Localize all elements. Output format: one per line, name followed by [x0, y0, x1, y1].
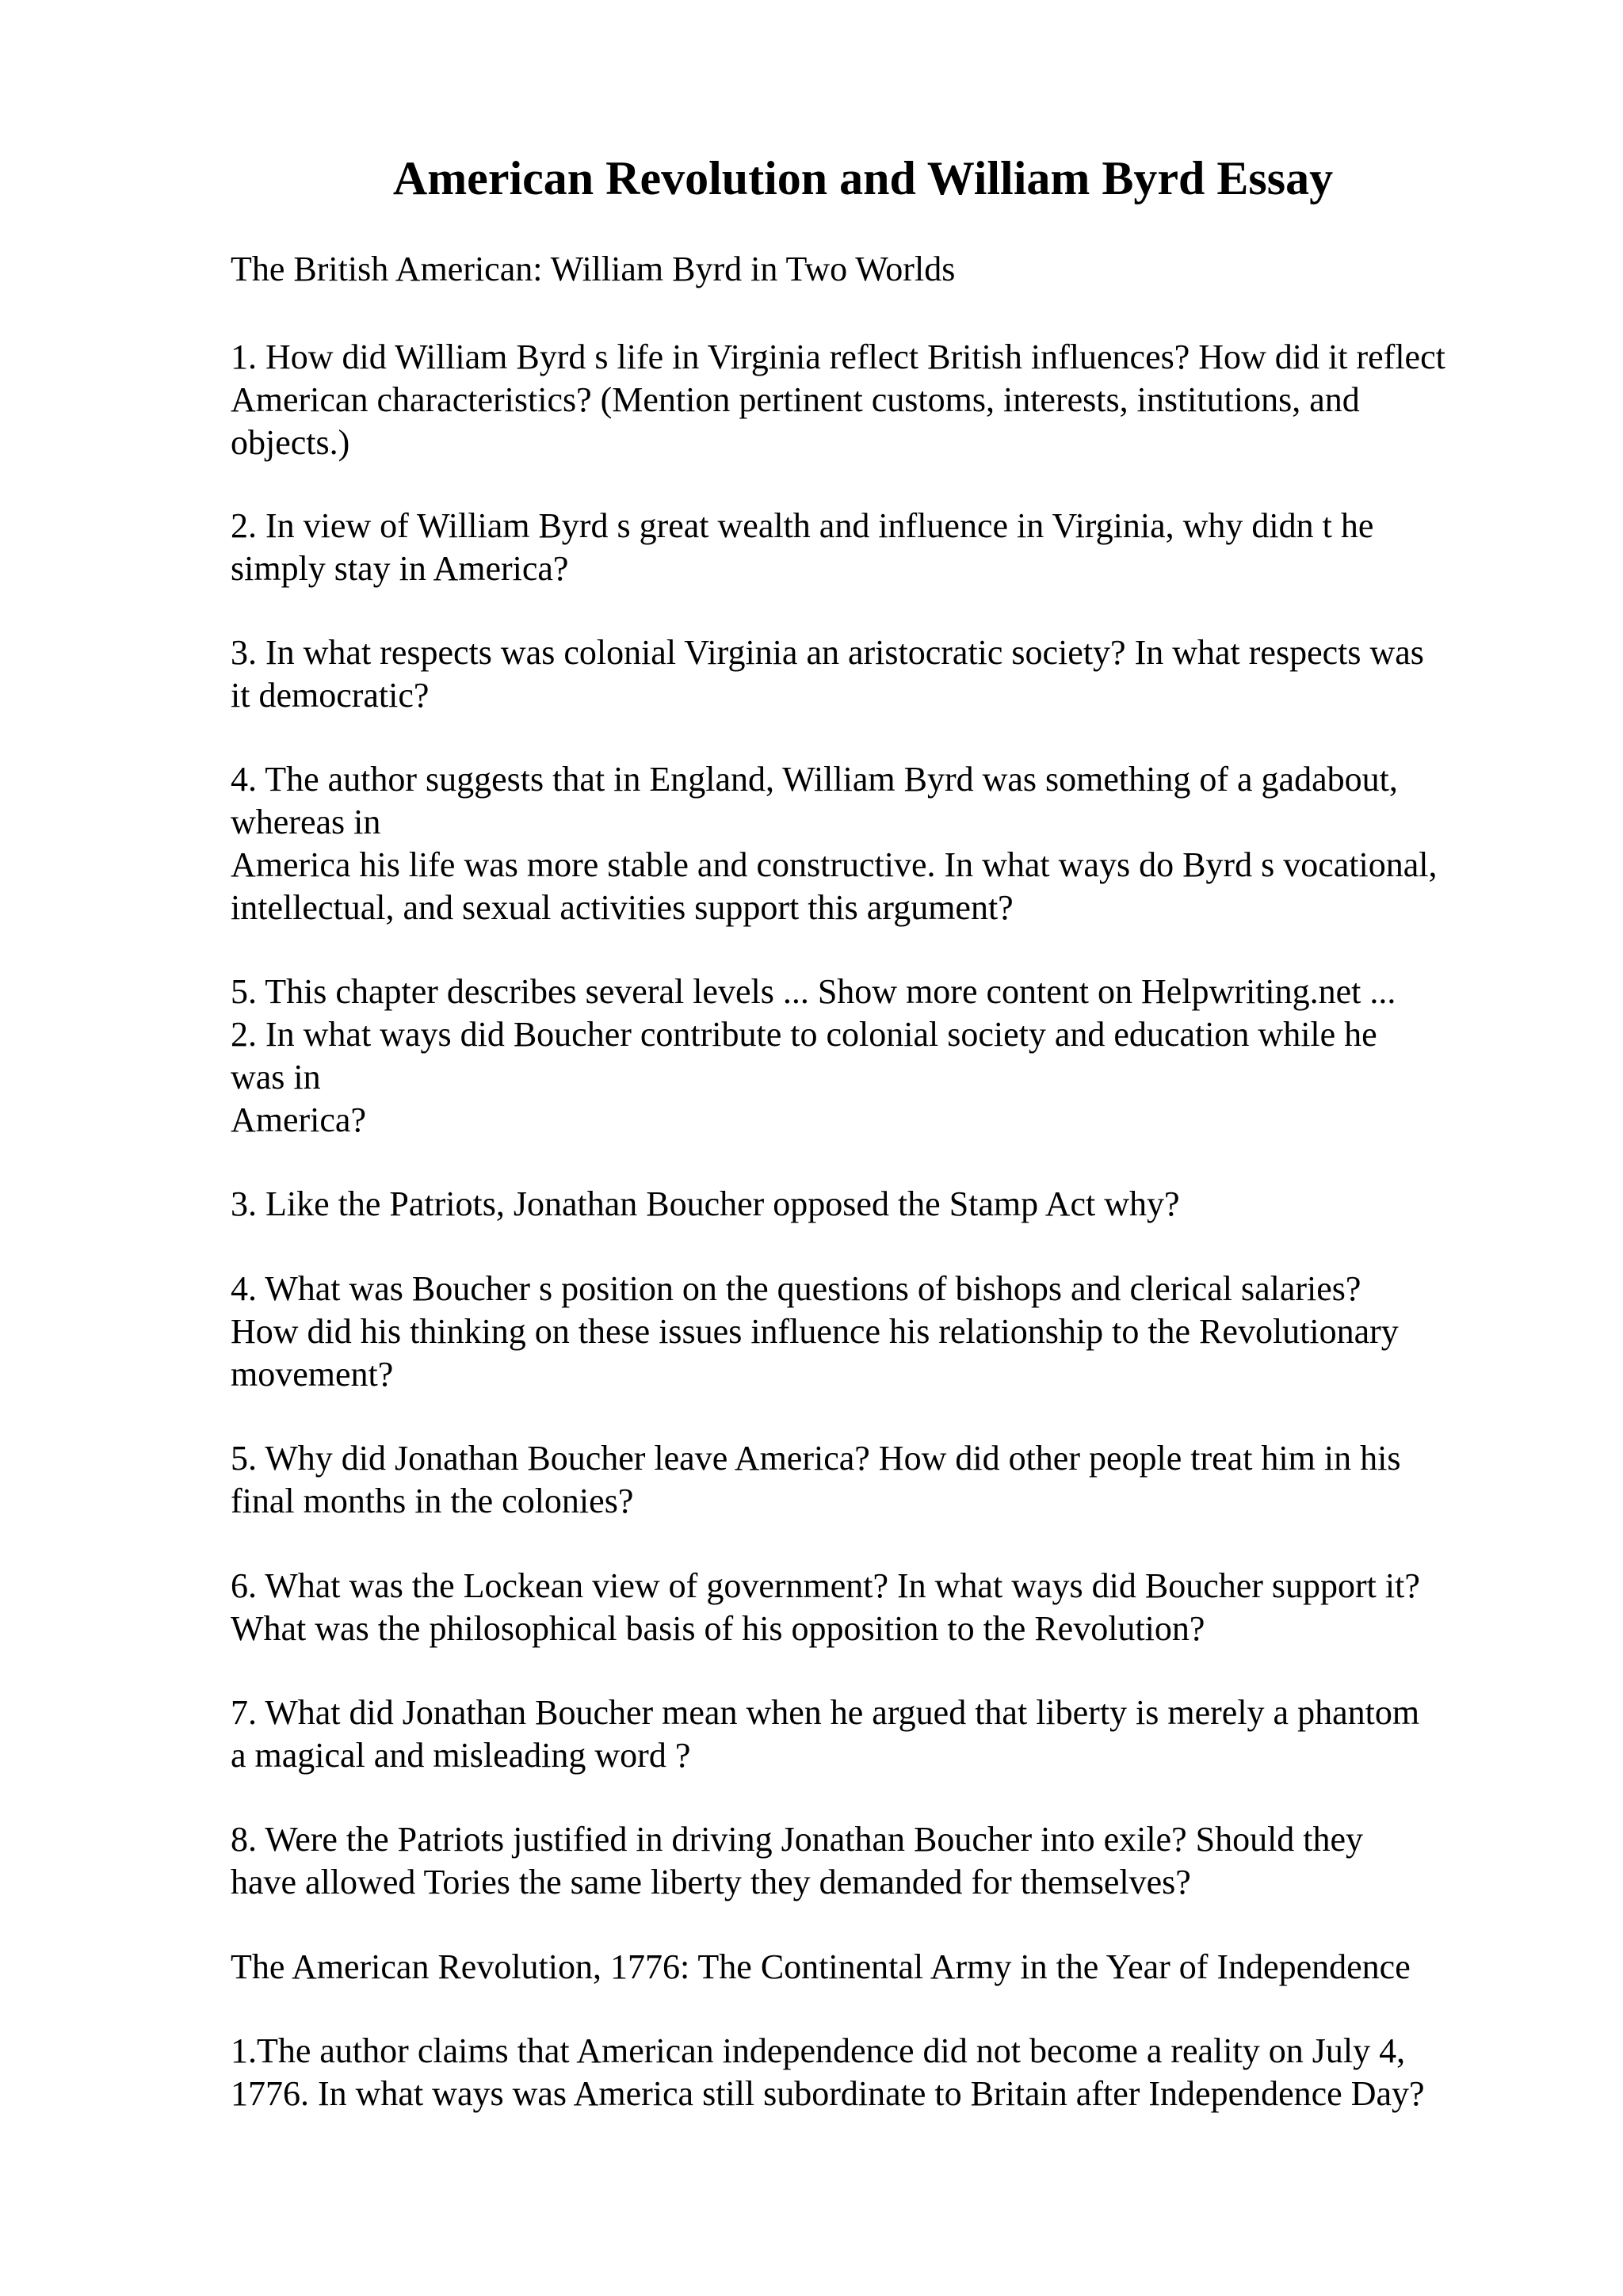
text-line: objects.): [231, 423, 350, 462]
text-line: 4. The author suggests that in England, William Byrd was something of a gadabout,: [231, 760, 1398, 799]
text-line: 2. In view of William Byrd s great wealth and influence in Virginia, why didn t he: [231, 506, 1374, 545]
text-line: was in: [231, 1058, 321, 1097]
text-line: 8. Were the Patriots justified in driving Jonathan Boucher into exile? Should they: [231, 1820, 1364, 1859]
text-line: 1. How did William Byrd s life in Virginia reflect British influences? How did it reflect: [231, 338, 1445, 376]
text-line: 6. What was the Lockean view of government? In what ways did Boucher support it?: [231, 1566, 1420, 1605]
text-line: America his life was more stable and constructive. In what ways do Byrd s vocational,: [231, 845, 1438, 884]
text-line: How did his thinking on these issues influence his relationship to the Revolutionary: [231, 1312, 1399, 1351]
text-line: it democratic?: [231, 676, 430, 715]
document-title: American Revolution and William Byrd Essay: [392, 152, 1334, 204]
text-line: 5. Why did Jonathan Boucher leave America? How did other people treat him in his: [231, 1439, 1401, 1478]
text-line: simply stay in America?: [231, 549, 569, 588]
text-line: a magical and misleading word ?: [231, 1736, 691, 1775]
text-line: 2. In what ways did Boucher contribute to colonial society and education while he: [231, 1015, 1377, 1054]
text-line: 4. What was Boucher s position on the questions of bishops and clerical salaries?: [231, 1269, 1361, 1308]
text-line: 3. In what respects was colonial Virginia an aristocratic society? In what respects was: [231, 633, 1424, 672]
text-line: 1.The author claims that American independence did not become a reality on July 4,: [231, 2031, 1406, 2070]
text-line: 5. This chapter describes several levels ... Show more content on Helpwriting.net ...: [231, 972, 1396, 1011]
text-line: movement?: [231, 1355, 394, 1394]
text-line: 7. What did Jonathan Boucher mean when he argued that liberty is merely a phantom: [231, 1693, 1420, 1732]
text-line: What was the philosophical basis of his opposition to the Revolution?: [231, 1609, 1205, 1648]
section-heading-byrd: The British American: William Byrd in Two Worlds: [231, 250, 956, 288]
text-line: have allowed Tories the same liberty they demanded for themselves?: [231, 1863, 1191, 1901]
text-line: whereas in: [231, 803, 381, 841]
section-heading-revolution: The American Revolution, 1776: The Continental Army in the Year of Independence: [231, 1947, 1411, 1986]
text-line: 3. Like the Patriots, Jonathan Boucher opposed the Stamp Act why?: [231, 1184, 1180, 1223]
text-line: American characteristics? (Mention pertinent customs, interests, institutions, and: [231, 380, 1360, 419]
text-line: 1776. In what ways was America still subordinate to Britain after Independence Day?: [231, 2074, 1425, 2113]
text-line: intellectual, and sexual activities support this argument?: [231, 888, 1014, 927]
text-line: America?: [231, 1100, 366, 1139]
text-line: final months in the colonies?: [231, 1482, 634, 1520]
